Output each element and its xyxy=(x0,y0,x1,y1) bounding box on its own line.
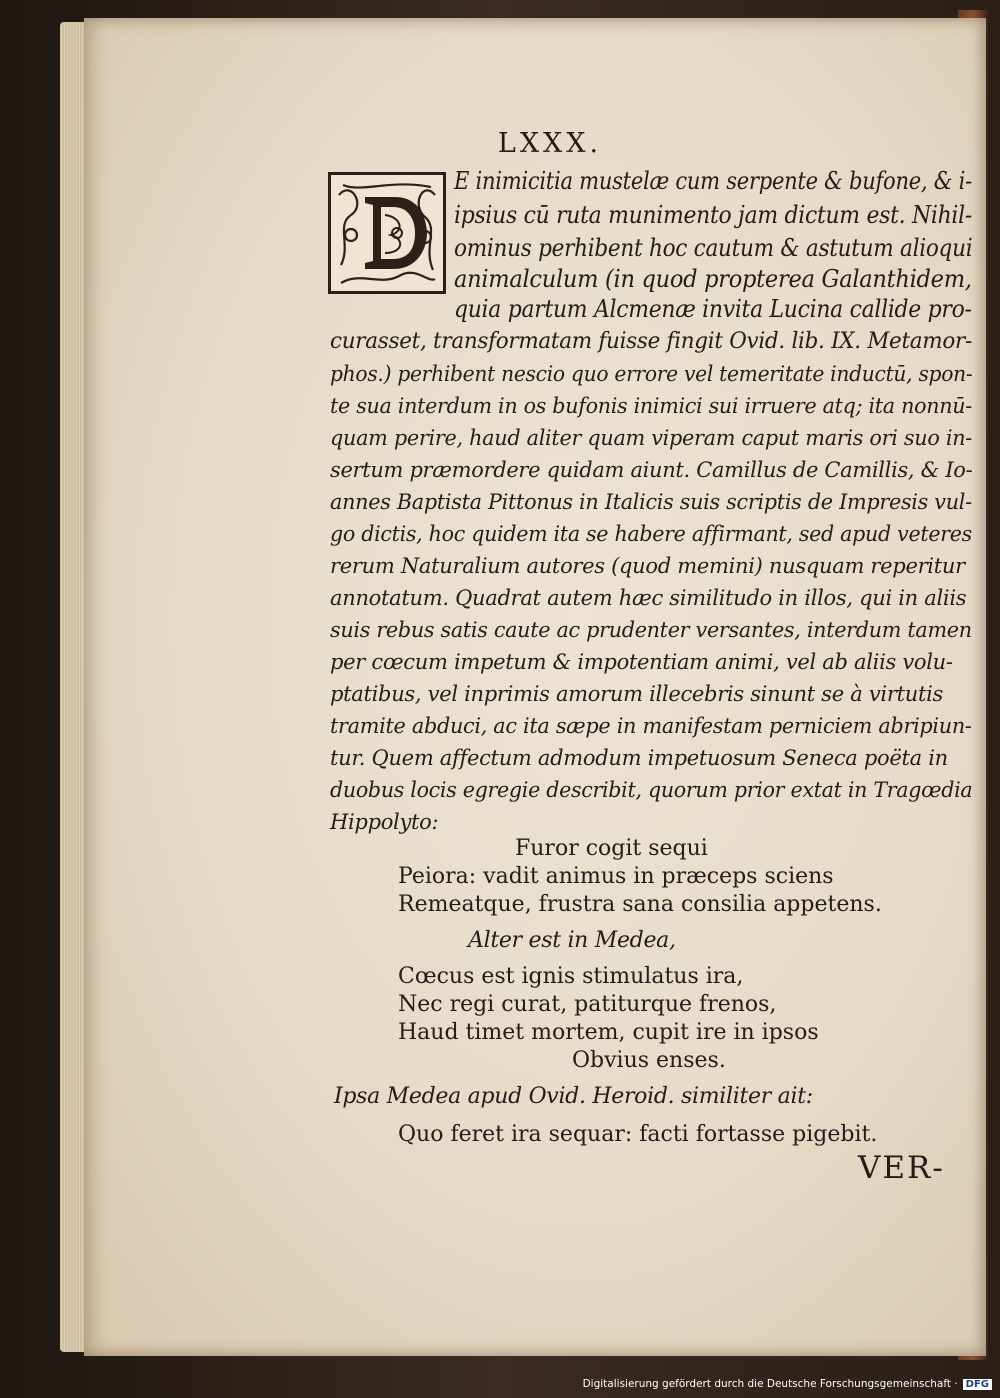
text-line: ipsius cū ruta munimento jam dictum est. Nihil- xyxy=(454,201,973,229)
text-line: te sua interdum in os bufonis inimici sui irruere atq; ita nonnū- xyxy=(330,394,972,418)
verse-line: Cœcus est ignis stimulatus ira, xyxy=(398,964,744,989)
text-line: go dictis, hoc quidem ita se habere affirmant, sed apud veteres xyxy=(330,522,972,546)
text-line: rerum Naturalium autores (quod memini) nusquam reperitur xyxy=(330,554,965,578)
text-line: phos.) perhibent nescio quo errore vel temeritate inductū, spon- xyxy=(330,362,973,386)
verse-intro: Alter est in Medea, xyxy=(468,928,676,953)
text-line: ominus perhibent hoc cautum & astutum alioqui xyxy=(454,234,973,262)
catchword: VER- xyxy=(858,1150,945,1186)
verse-line: Haud timet mortem, cupit ire in ipsos xyxy=(398,1020,819,1045)
verse-intro: Ipsa Medea apud Ovid. Heroid. similiter ait: xyxy=(334,1084,813,1109)
text-line: sertum præmordere quidam aiunt. Camillus de Camillis, & Io- xyxy=(330,458,973,482)
verse-line: Quo feret ira sequar: facti fortasse pigebit. xyxy=(398,1122,878,1147)
verse-line: Nec regi curat, patiturque frenos, xyxy=(398,992,777,1017)
text-line: duobus locis egregie describit, quorum prior extat in Tragœdia xyxy=(330,778,973,802)
text-line: E inimicitia mustelæ cum serpente & bufone, & i- xyxy=(454,167,972,195)
verse-line: Furor cogit sequi xyxy=(515,836,708,861)
page-numeral: LXXX. xyxy=(497,128,603,159)
text-line: quam perire, haud aliter quam viperam caput maris ori suo in- xyxy=(330,426,973,450)
text-line: per cœcum impetum & impotentiam animi, vel ab aliis volu- xyxy=(330,650,953,674)
text-line: tramite abduci, ac ita sæpe in manifestam perniciem abripiun- xyxy=(330,714,972,738)
text-line: annes Baptista Pittonus in Italicis suis scriptis de Impresis vul- xyxy=(330,490,972,514)
footer-text: Digitalisierung gefördert durch die Deutsche Forschungsgemeinschaft · xyxy=(582,1378,958,1390)
verse-line: Obvius enses. xyxy=(572,1048,726,1073)
decorated-initial-d xyxy=(328,172,446,294)
verse-line: Peiora: vadit animus in præceps sciens xyxy=(398,864,834,889)
text-line: annotatum. Quadrat autem hæc similitudo in illos, qui in aliis xyxy=(330,586,967,610)
text-line: tur. Quem affectum admodum impetuosum Seneca poëta in xyxy=(330,746,948,770)
text-line: Hippolyto: xyxy=(330,810,439,834)
ornamental-letter-icon xyxy=(331,175,443,291)
text-line: ptatibus, vel inprimis amorum illecebris sinunt se à virtutis xyxy=(330,682,943,706)
text-line: suis rebus satis caute ac prudenter versantes, interdum tamen xyxy=(330,618,972,642)
text-line: quia partum Alcmenæ invita Lucina callide pro- xyxy=(454,295,972,323)
dfg-logo: DFG xyxy=(963,1379,992,1390)
digitization-footer xyxy=(572,1378,992,1394)
verse-line: Remeatque, frustra sana consilia appetens. xyxy=(398,892,882,917)
text-line: animalculum (in quod propterea Galanthidem, xyxy=(454,265,972,293)
text-line: curasset, transformatam fuisse fingit Ovid. lib. IX. Metamor- xyxy=(330,329,972,354)
